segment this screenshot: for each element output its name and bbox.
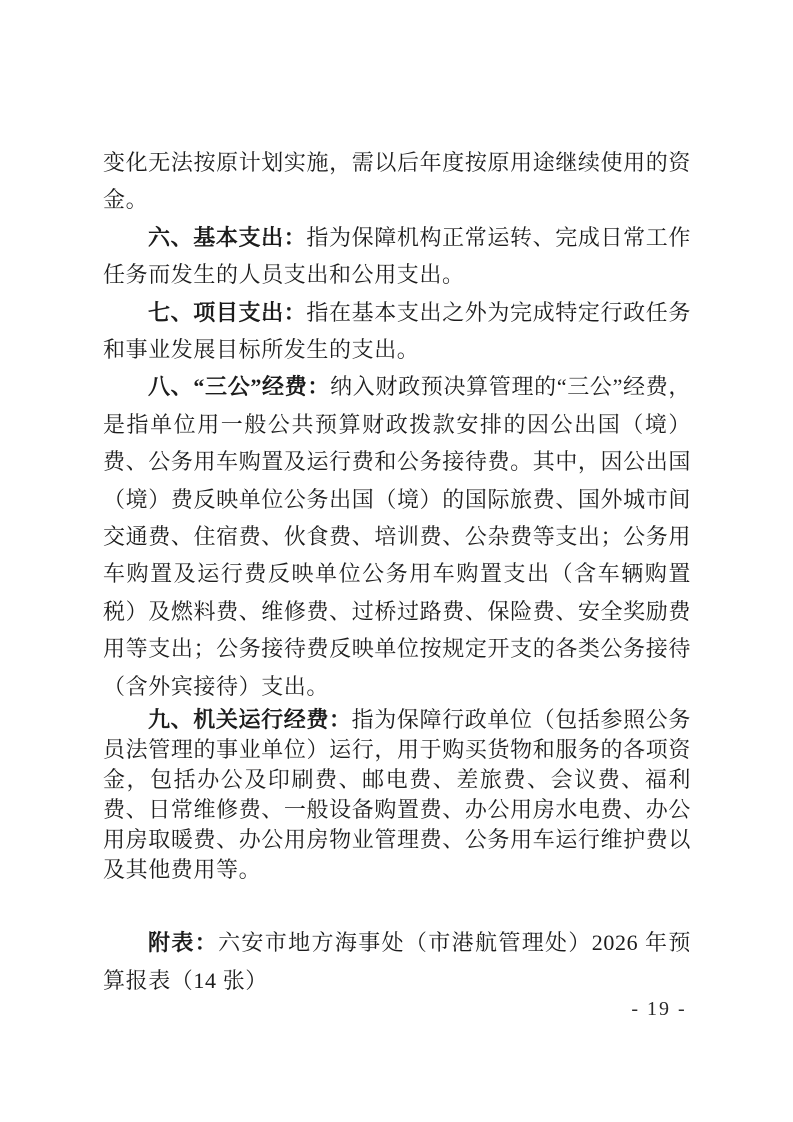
paragraph	[103, 705, 691, 885]
paragraph-lead: 七、项目支出：	[148, 299, 307, 325]
paragraph	[103, 219, 691, 294]
paragraph-text: 纳入财政预决算管理的“三公”经费，是指单位用一般公共预算财政拨款安排的因公出国（境）费、公务用车购置及运行费和公务接待费。其中，因公出国（境）费反映单位公务出国（境）的国际旅费、国外城市间交通费、住宿费、伙食费、培训费、公杂费等支出；公务用车购置及运行费反映单位公务用车购置支出（含车辆购置税）及燃料费、维修费、过桥过路费、保险费、安全奖励费用等支出；公务接待费反映单位按规定开支的各类公务接待（含外宾接待）支出。	[103, 374, 691, 699]
paragraph-text: 指为保障机构正常运转、完成日常工作任务而发生的人员支出和公用支出。	[103, 224, 692, 288]
paragraph-lead: 八、“三公”经费：	[148, 374, 331, 400]
paragraph-text: 指在基本支出之外为完成特定行政任务和事业发展目标所发生的支出。	[103, 299, 692, 363]
paragraph-lead: 九、机关运行经费：	[148, 707, 352, 733]
paragraph-text: 变化无法按原计划实施，需以后年度按原用途继续使用的资金。	[103, 150, 691, 213]
document-body	[103, 144, 691, 999]
paragraph	[103, 368, 691, 705]
paragraph	[103, 294, 691, 369]
page-number: - 19 -	[631, 998, 687, 1020]
paragraph-lead: 六、基本支出：	[148, 224, 307, 250]
paragraph	[103, 144, 691, 219]
paragraph-text: 六安市地方海事处（市港航管理处）2026 年预算报表（14 张）	[103, 930, 691, 993]
paragraph-lead: 附表：	[148, 930, 219, 956]
paragraph	[103, 924, 691, 999]
paragraph-text: 指为保障行政单位（包括参照公务员法管理的事业单位）运行，用于购买货物和服务的各项资金，包括办公及印刷费、邮电费、差旅费、会议费、福利费、日常维修费、一般设备购置费、办公用房水电费、办公用房取暖费、办公用房物业管理费、公务用车运行维护费以及其他费用等。	[103, 707, 691, 883]
